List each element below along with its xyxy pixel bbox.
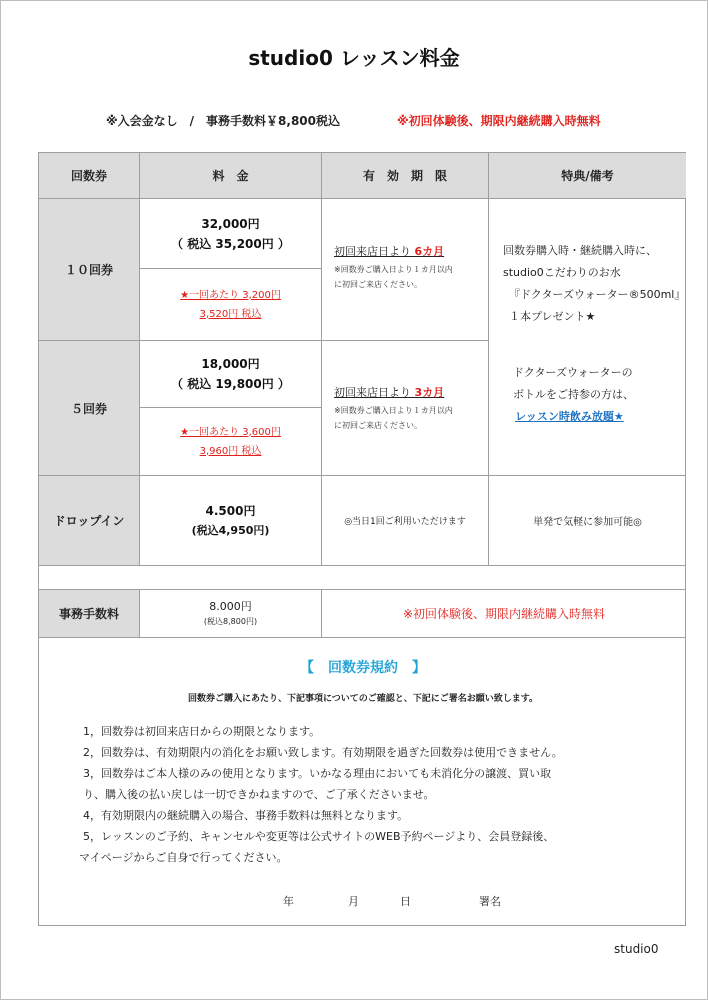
rule-item: 5，レッスンのご予約、キャンセルや変更等は公式サイトのWEB予約ページより、会員登録後、 <box>83 830 555 843</box>
ten-validity-term: 6カ月 <box>414 245 445 258</box>
dropin-price: 4.500円 <box>205 503 256 518</box>
five-validity-term: 3カ月 <box>414 386 445 399</box>
sign-month: 月 <box>348 895 359 908</box>
five-validity-cell <box>322 341 489 476</box>
ten-validity-cell <box>322 199 489 341</box>
rule-item: 1，回数券は初回来店日からの期限となります。 <box>83 725 321 738</box>
row-label-fee: 事務手数料 <box>39 590 140 638</box>
perk-line-2: studio0こだわりのお水 <box>503 266 621 279</box>
five-per-use-tax: 3,960円 税込 <box>199 445 262 457</box>
rule-item: 2，回数券は、有効期限内の消化をお願い致します。有効期限を過ぎた回数券は使用できません。 <box>83 746 563 759</box>
row-label-ten: １０回券 <box>39 199 140 341</box>
spacer-row <box>39 566 686 590</box>
header-tickets: 回数券 <box>39 153 140 199</box>
perk-line-1: 回数券購入時・継続購入時に、 <box>503 244 657 257</box>
five-per-use-cell <box>140 408 322 476</box>
ten-per-use-tax: 3,520円 税込 <box>199 308 262 320</box>
fee-note: ※初回体験後、期限内継続購入時無料 <box>322 590 686 638</box>
perk-line-6: ボトルをご持参の方は、 <box>513 388 634 401</box>
ten-per-use-cell <box>140 269 322 341</box>
footer-brand: studio0 <box>614 942 659 956</box>
perk-line-3: 『ドクターズウォーター®500ml』 <box>509 288 686 301</box>
fee-price-tax: (税込8,800円) <box>203 617 258 626</box>
five-per-use: ★一回あたり 3,600円 <box>180 426 281 438</box>
perk-line-5: ドクターズウォーターの <box>513 366 633 379</box>
ten-price-cell <box>140 199 322 269</box>
rule-item: 4，有効期限内の継続購入の場合、事務手数料は無料となります。 <box>83 809 409 822</box>
five-validity-note: ※回数券ご購入日より１カ月以内 に初回ご来店ください。 <box>334 406 453 430</box>
header-validity: 有 効 期 限 <box>322 153 489 199</box>
free-drink-note: レッスン時飲み放題★ <box>515 410 624 423</box>
row-label-dropin: ドロップイン <box>39 476 140 566</box>
five-price: 18,000円 <box>201 357 260 371</box>
rule-item: り、購入後の払い戻しは一切できかねますので、ご了承くださいませ。 <box>83 788 435 801</box>
dropin-price-cell <box>140 476 322 566</box>
ten-per-use: ★一回あたり 3,200円 <box>180 289 281 301</box>
header-price: 料 金 <box>140 153 322 199</box>
row-label-five: ５回券 <box>39 341 140 476</box>
perks-cell <box>489 199 686 476</box>
dropin-note: 単発で気軽に参加可能◎ <box>489 476 686 566</box>
dropin-validity: ◎当日1回ご利用いただけます <box>322 476 489 566</box>
rule-item: 3，回数券はご本人様のみの使用となります。いかなる理由においても未消化分の譲渡、買い取 <box>83 767 552 780</box>
rules-title: 【 回数券規約 】 <box>300 660 426 676</box>
sign-year: 年 <box>283 895 294 908</box>
sign-signature: 署名 <box>479 895 501 908</box>
page-title: studio0 レッスン料金 <box>248 46 460 70</box>
five-price-tax: （ 税込 19,800円 ） <box>171 377 290 391</box>
perk-line-4: １本プレゼント★ <box>509 310 596 323</box>
rules-list <box>79 721 663 868</box>
ten-validity: 初回来店日より 6カ月 <box>334 245 445 258</box>
price-table <box>38 152 686 926</box>
sign-day: 日 <box>400 895 411 908</box>
ten-price-tax: （ 税込 35,200円 ） <box>171 236 290 251</box>
ten-price: 32,000円 <box>201 216 260 231</box>
five-validity: 初回来店日より 3カ月 <box>334 386 445 399</box>
header-perks: 特典/備考 <box>489 153 686 199</box>
dropin-price-tax: (税込4,950円) <box>191 523 270 537</box>
fee-price-cell <box>140 590 322 638</box>
rules-intro: 回数券ご購入にあたり、下記事項についてのご確認と、下記にご署名お願い致します。 <box>187 694 539 704</box>
ten-validity-note: ※回数券ご購入日より１カ月以内 に初回ご来店ください。 <box>334 265 453 289</box>
fee-price: 8.000円 <box>209 600 252 613</box>
fee-notice: ※入会金なし / 事務手数料￥8,800税込 <box>106 114 341 128</box>
five-price-cell <box>140 341 322 408</box>
rule-item: マイページからご自身で行ってください。 <box>79 851 288 864</box>
free-notice: ※初回体験後、期限内継続購入時無料 <box>397 114 601 128</box>
